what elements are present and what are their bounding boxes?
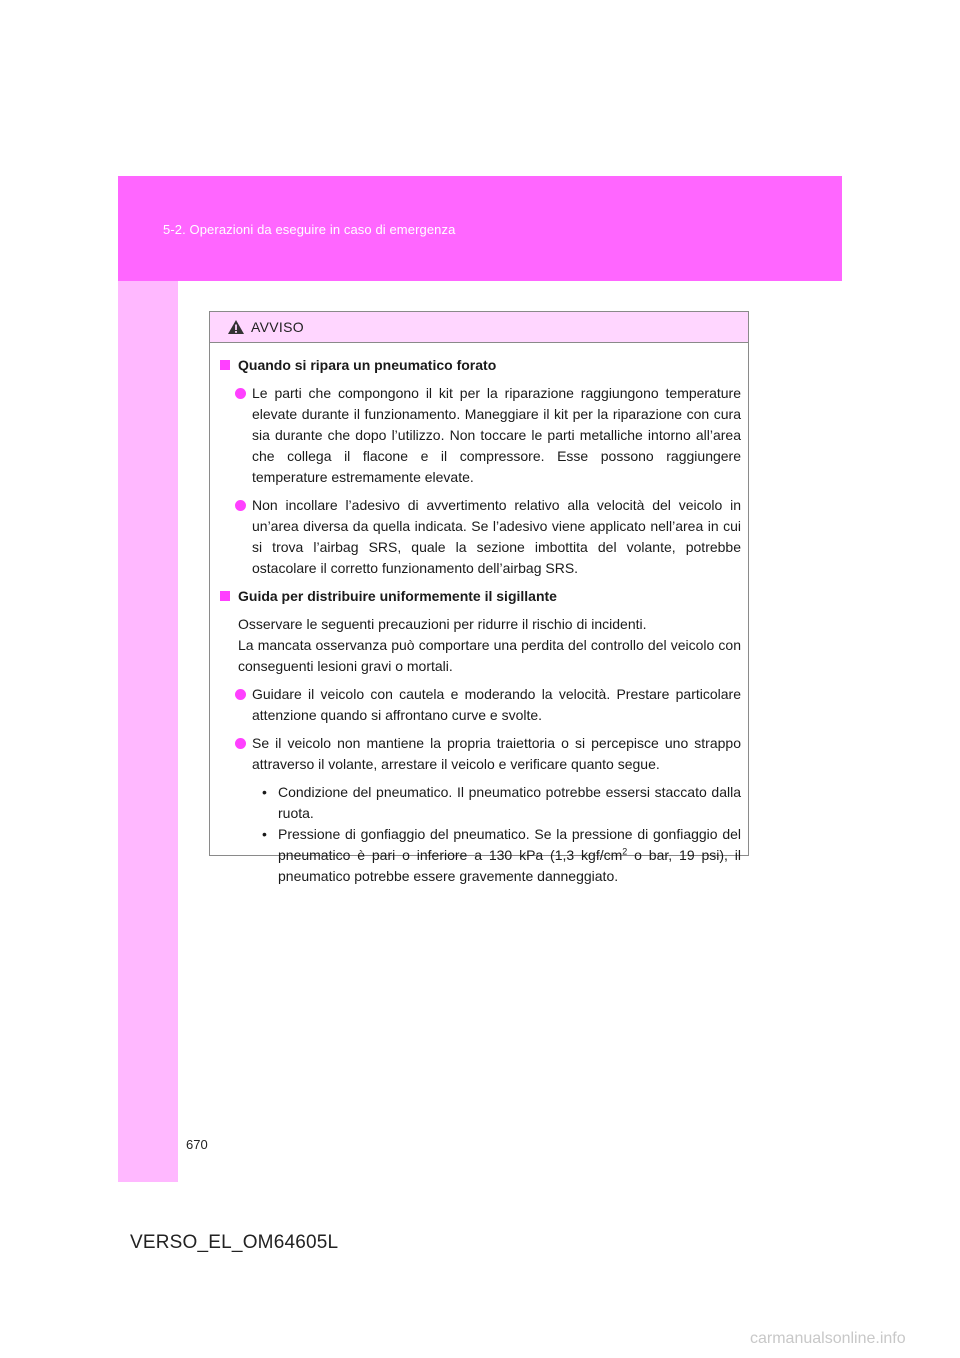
intro-paragraph: Osservare le seguenti precauzioni per ridurre il rischio di incidenti. La mancata osservanza può comportare una perdita del controllo del veicolo con conseguenti lesioni gravi o mortali. [238, 616, 741, 674]
warning-triangle-icon [227, 319, 245, 335]
warning-box [209, 311, 749, 884]
circle-bullet-icon [235, 689, 246, 700]
section-heading: Guida per distribuire uniformemente il sigillante [220, 586, 741, 607]
watermark: carmanualsonline.info [750, 1330, 906, 1347]
sub-bullet-list [220, 782, 741, 887]
list-item: Guidare il veicolo con cautela e moderando la velocità. Prestare particolare attenzione quando si affrontano curve e svolte. [220, 684, 741, 726]
list-item: Le parti che compongono il kit per la riparazione raggiungono temperature elevate durante il funzionamento. Maneggiare il kit per la riparazione con cura sia durante che dopo l’utilizzo. Non toccare le parti metalliche intorno all’area che collega il flacone e il compressore. Esse possono raggiungere temperature estremamente elevate. [220, 383, 741, 488]
circle-bullet-icon [235, 500, 246, 511]
warning-header [210, 312, 748, 343]
square-bullet-icon [220, 591, 230, 601]
section-title: 5-2. Operazioni da eseguire in caso di emergenza [163, 222, 456, 237]
document-code: VERSO_EL_OM64605L [130, 1232, 339, 1253]
side-tab-strip [118, 281, 178, 1182]
circle-bullet-icon [235, 388, 246, 399]
list-item: Se il veicolo non mantiene la propria traiettoria o si percepisce uno strappo attraverso il volante, arrestare il veicolo e verificare quanto segue. [220, 733, 741, 775]
sub-bullet-item: • Condizione del pneumatico. Il pneumatico potrebbe essersi staccato dalla ruota. [262, 784, 741, 821]
circle-bullet-icon [235, 738, 246, 749]
square-bullet-icon [220, 360, 230, 370]
sub-bullet-item: • Pressione di gonfiaggio del pneumatico. Se la pressione di gonfiaggio del pneumatico è pari o inferiore a 130 kPa (1,3 kgf/$cm^2$ o bar, 19 psi), il pneumatico potrebbe essere gravemente danneggiato. [262, 826, 741, 884]
bullet-dot-icon: • [262, 784, 267, 800]
warning-label: AVVISO [251, 319, 304, 335]
list-item: Non incollare l’adesivo di avvertimento relativo alla velocità del veicolo in un’area diversa da quella indicata. Se l’adesivo viene applicato nell’area in cui si trova l’airbag SRS, quale la sezione imbottita del volante, potrebbe ostacolare il corretto funzionamento dell’airbag SRS. [220, 495, 741, 579]
section-heading: Quando si ripara un pneumatico forato [220, 355, 741, 376]
warning-body [210, 343, 748, 887]
page-number: 670 [186, 1137, 208, 1152]
bullet-dot-icon: • [262, 826, 267, 842]
